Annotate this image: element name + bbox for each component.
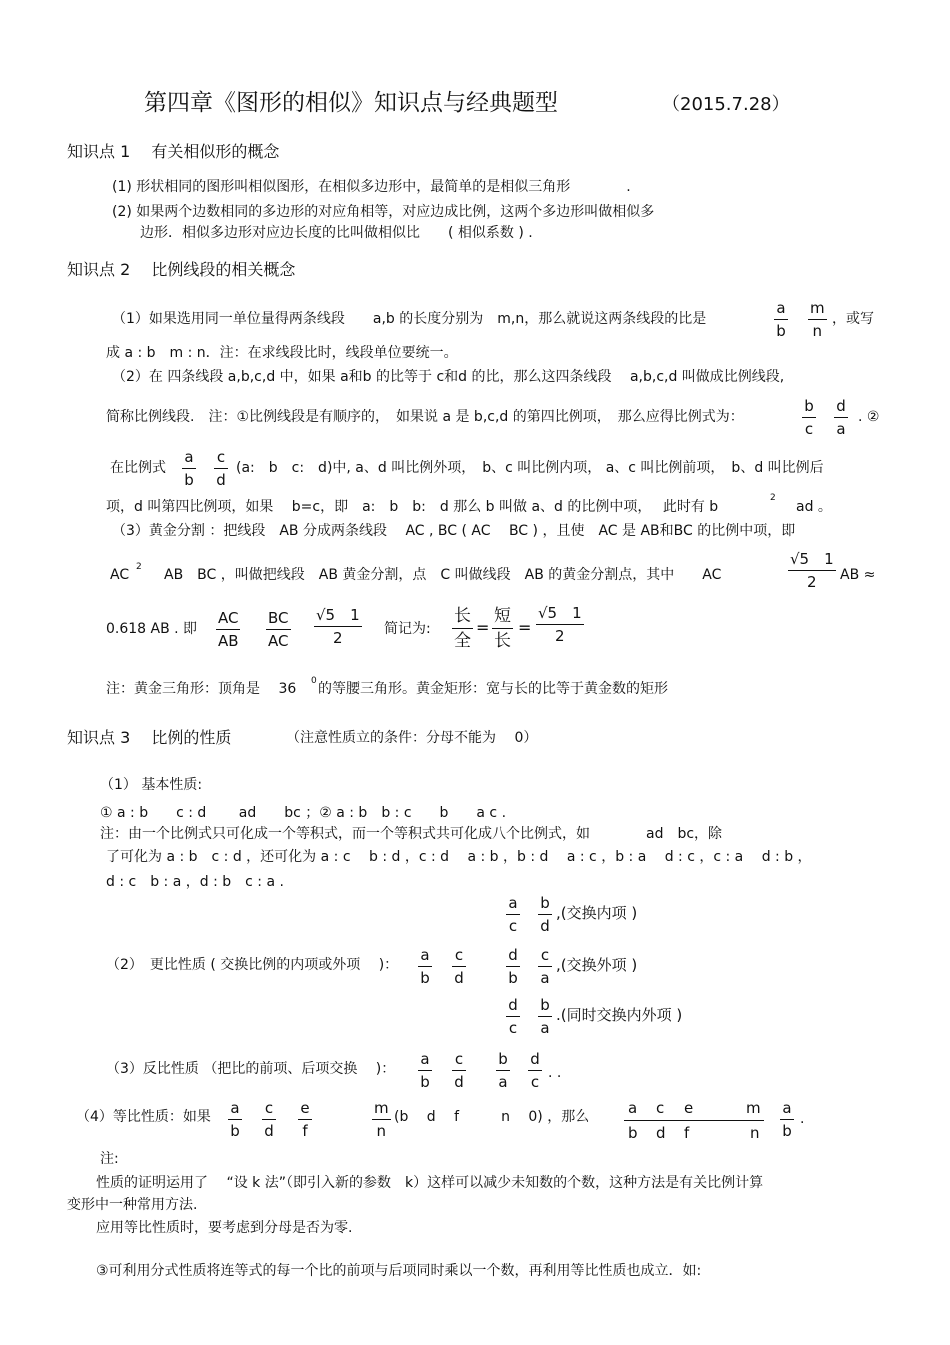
kp2-note: 注：黄金三角形：顶角是 36 (106, 681, 297, 697)
fraction-golden: $\frac{√5 1}{2}$ (790, 550, 834, 591)
fraction-a-b-2: $\frac{a}{b}$ (182, 450, 196, 488)
kp3-p4: （4）等比性质：如果 (76, 1109, 211, 1125)
kp3-p3: （3）反比性质 （把比的前项、后项交换 )： (106, 1061, 396, 1077)
kp2-line4: 简称比例线段. 注：①比例线段是有顺序的， 如果说 a 是 b,c,d 的第四比例项， 那么应得比例式为： (106, 409, 744, 425)
kp2-line2: 成 a : b m : n．注：在求线段比时，线段单位要统一。 (106, 345, 458, 361)
p4-condition: (b d f n 0) ，那么 (394, 1109, 590, 1125)
fraction-bc-ac: $\frac{BC}{AC}$ (268, 609, 289, 650)
equals-1: = (476, 618, 490, 637)
fraction-c-d: $\frac{c}{d}$ (214, 450, 228, 488)
fraction-c-d-3: $\frac{c}{d}$ (452, 1052, 466, 1090)
fraction-d-b: $\frac{d}{b}$ (506, 948, 520, 986)
fraction-a-b: $\frac{a}{b}$ (774, 301, 788, 339)
fraction-c-a: $\frac{c}{a}$ (538, 948, 552, 986)
sum-denominator-d: d (656, 1124, 666, 1142)
kp2-short-label: 简记为: (384, 621, 431, 637)
kp2-line5: (a: b c: d)中, a、d 叫比例外项， b、c 叫比例内项， a、c 叫比例前项， b、d 叫比例后 (236, 460, 824, 476)
kp3-heading: 知识点 3 比例的性质 (67, 728, 232, 747)
kp2-line4-end: . ② (858, 409, 880, 425)
kp2-line9: 0.618 AB . 即 (106, 621, 198, 637)
note-1: 性质的证明运用了 “设 k 法”（即引入新的参数 k）这样可以减少未知数的个数，这种方法是有关比例计算 (96, 1175, 764, 1191)
sum-fraction-bar (624, 1120, 764, 1121)
p4-period: . (800, 1111, 805, 1127)
kp2-line7: （3）黄金分割 ：把线段 AB 分成两条线段 AC , BC ( AC BC ) ，且使 AC 是 AB和BC 的比例中项，即 (112, 523, 796, 539)
kp2-note-end: 的等腰三角形。黄金矩形：宽与长的比等于黄金数的矩形 (318, 681, 668, 697)
kp3-basic: （1） 基本性质: (100, 777, 203, 793)
note-4: ③可利用分式性质将连等式的每一个比的前项与后项同时乘以一个数，再利用等比性质也成立．如: (96, 1263, 702, 1279)
kp2-line1-end: ，或写 (832, 311, 874, 327)
fraction-b-d: $\frac{b}{d}$ (538, 896, 552, 934)
p3-dots: . . (548, 1065, 562, 1081)
fraction-ac-ab: $\frac{AC}{AB}$ (217, 609, 239, 650)
kp3-b4: d : c b : a ，d : b c : a . (106, 874, 284, 890)
notes-heading: 注: (100, 1151, 119, 1167)
fraction-c-d-2: $\frac{c}{d}$ (452, 948, 466, 986)
fraction-d-c-2: $\frac{d}{c}$ (528, 1052, 542, 1090)
superscript-2: 2 (770, 493, 776, 503)
kp1-p1: (1) 形状相同的图形叫相似图形，在相似多边形中，最简单的是相似三角形 . (112, 179, 631, 195)
fraction-m-n: $\frac{m}{n}$ (810, 299, 825, 340)
superscript-0: 0 (311, 676, 317, 686)
kp1-p2b: 边形．相似多边形对应边长度的比叫做相似比 ( 相似系数 ) . (140, 225, 533, 241)
fraction-c-d-4: $\frac{c}{d}$ (262, 1101, 276, 1139)
kp2-line6-end: ad 。 (796, 499, 832, 515)
kp3-b2: 注：由一个比例式只可化成一个等积式，而一个等积式共可化成八个比例式，如 ad bc，除 (100, 826, 723, 842)
sum-numerator-a: a (628, 1099, 638, 1117)
fraction-duan-chang: 短 长 (494, 606, 511, 651)
kp3-heading-note: （注意性质立的条件：分母不能为 0） (286, 730, 538, 746)
kp2-line8-end: AB ≈ (840, 567, 876, 583)
p2-row2-note: ,(交换外项 ) (556, 956, 638, 974)
page-title: 第四章《图形的相似》知识点与经典题型 (144, 90, 558, 116)
kp3-p2: （2） 更比性质 ( 交换比例的内项或外项 )： (106, 957, 399, 973)
fraction-b-a-2: $\frac{b}{a}$ (496, 1052, 510, 1090)
title-date: （2015.7.28） (662, 94, 790, 115)
equals-2: = (518, 618, 532, 637)
fraction-a-b-4: $\frac{a}{b}$ (418, 1052, 432, 1090)
fraction-a-b-3: $\frac{a}{b}$ (418, 948, 432, 986)
sum-denominator-n: n (750, 1124, 760, 1142)
kp3-b1: ① a : b c : d ad bc ；② a : b b : c b a c . (100, 805, 507, 821)
kp2-line5-start: 在比例式 (110, 460, 166, 476)
fraction-a-b-5: $\frac{a}{b}$ (228, 1101, 242, 1139)
kp1-heading: 知识点 1 有关相似形的概念 (67, 142, 280, 161)
fraction-m-n-2: $\frac{m}{n}$ (374, 1099, 389, 1140)
fraction-d-a: $\frac{d}{a}$ (834, 399, 848, 437)
sum-numerator-e: e (684, 1099, 694, 1117)
sum-denominator-f: f (684, 1124, 690, 1142)
note-3: 应用等比性质时，要考虑到分母是否为零. (96, 1220, 353, 1236)
kp2-line3: （2）在 四条线段 a,b,c,d 中，如果 a和b 的比等于 c和d 的比，那么这四条线段 a,b,c,d 叫做成比例线段, (112, 369, 785, 385)
sum-denominator-b: b (628, 1124, 638, 1142)
fraction-a-c: $\frac{a}{c}$ (506, 896, 520, 934)
sum-numerator-c: c (656, 1099, 665, 1117)
fraction-golden-3: $\frac{√5 1}{2}$ (538, 604, 582, 645)
superscript-2b: 2 (136, 562, 142, 572)
fraction-chang-quan: 长 全 (454, 606, 471, 651)
kp2-line6: 项，d 叫第四比例项，如果 b=c，即 a: b b: d 那么 b 叫做 a、d 的比例中项， 此时有 b (106, 499, 719, 515)
fraction-a-b-6: $\frac{a}{b}$ (780, 1101, 794, 1139)
fraction-e-f: $\frac{e}{f}$ (298, 1101, 312, 1139)
fraction-b-c: $\frac{b}{c}$ (802, 399, 816, 437)
fraction-golden-2: $\frac{√5 1}{2}$ (316, 606, 360, 647)
fraction-d-c: $\frac{d}{c}$ (506, 998, 520, 1036)
kp2-line1: （1）如果选用同一单位量得两条线段 a,b 的长度分别为 m,n，那么就说这两条线段的比是 (112, 311, 707, 327)
kp2-heading: 知识点 2 比例线段的相关概念 (67, 260, 296, 279)
note-2: 变形中一种常用方法. (67, 1197, 198, 1213)
kp2-line8-ac: AC (110, 567, 130, 583)
fraction-b-a: $\frac{b}{a}$ (538, 998, 552, 1036)
sum-numerator-m: m (746, 1099, 761, 1117)
p2-row1-note: ,(交换内项 ) (556, 904, 638, 922)
kp1-p2a: (2) 如果两个边数相同的多边形的对应角相等，对应边成比例，这两个多边形叫做相似多 (112, 204, 655, 220)
p2-row3-note: .(同时交换内外项 ) (556, 1006, 683, 1024)
kp2-line8: AB BC ，叫做把线段 AB 黄金分割，点 C 叫做线段 AB 的黄金分割点，其中 AC (164, 567, 722, 583)
kp3-b3: 了可化为 a : b c : d ，还可化为 a : c b : d ，c : d a : b ，b : d a : c ，b : a d : c ，c : a d : b ， (106, 849, 812, 865)
